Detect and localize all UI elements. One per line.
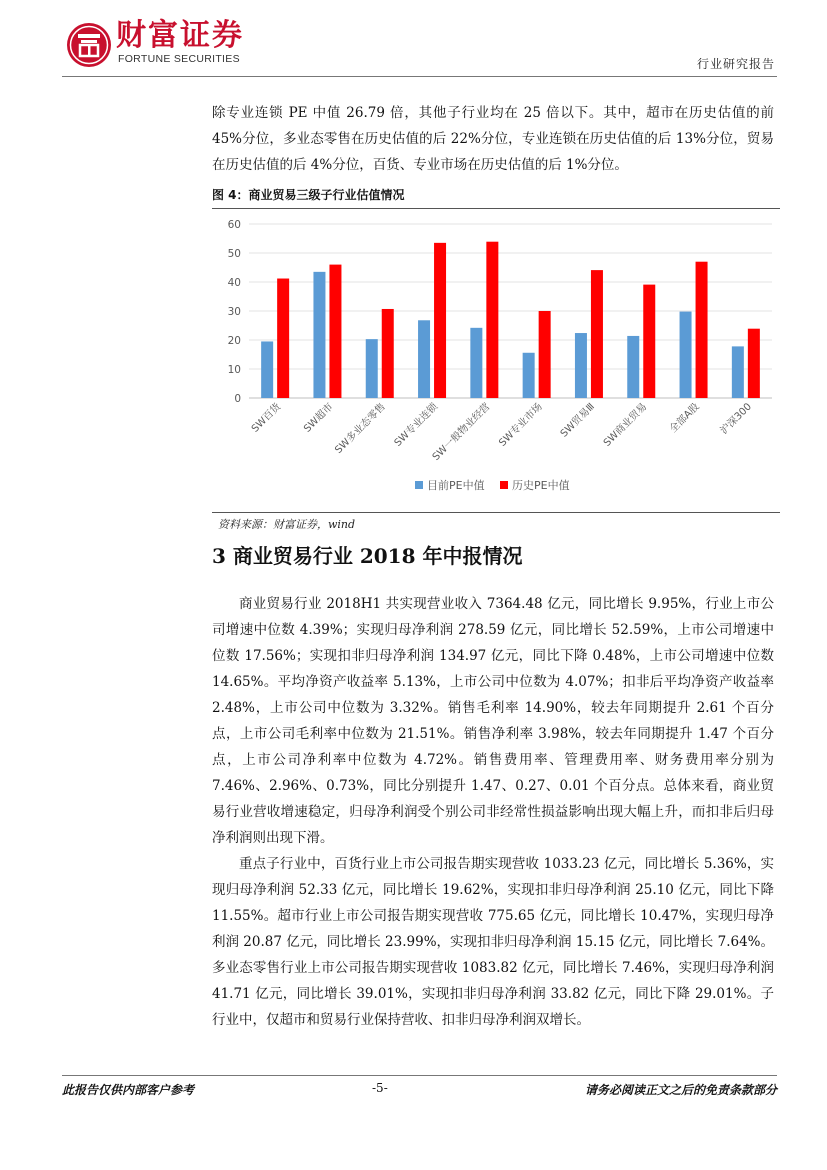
bar-historical-pe [591, 270, 603, 398]
legend-label: 目前PE中值 [427, 479, 485, 492]
bar-historical-pe [329, 265, 341, 398]
pe-valuation-bar-chart [212, 210, 780, 512]
x-category-label: SW专业市场 [497, 401, 545, 449]
y-tick-label: 10 [227, 364, 241, 376]
bar-historical-pe [748, 329, 760, 398]
page-number: -5- [372, 1081, 388, 1095]
bar-current-pe [418, 320, 430, 398]
x-category-label: SW超市 [302, 401, 336, 435]
bar-current-pe [470, 328, 482, 398]
bar-current-pe [732, 346, 744, 398]
x-category-label: SW一般物业经营 [430, 401, 493, 464]
figure-title: 图 4：商业贸易三级子行业估值情况 [212, 188, 405, 202]
footer-disclaimer-left: 此报告仅供内部客户参考 [62, 1083, 195, 1097]
x-category-label: SW贸易Ⅲ [558, 401, 598, 440]
y-tick-label: 30 [227, 306, 241, 318]
figure-top-rule [212, 208, 780, 209]
x-category-label: SW百货 [249, 401, 284, 435]
x-category-label: SW商业贸易 [601, 401, 650, 449]
bar-current-pe [313, 272, 325, 398]
brand-name-cn: 财富证券 [116, 18, 244, 53]
bar-current-pe [680, 312, 692, 398]
page-header [0, 0, 827, 80]
figure-source: 资料来源：财富证券，wind [218, 518, 356, 531]
y-tick-label: 20 [227, 335, 241, 347]
footer-disclaimer-right: 请务必阅读正文之后的免责条款部分 [584, 1083, 777, 1097]
bar-historical-pe [277, 279, 289, 398]
bar-current-pe [523, 353, 535, 398]
section-title: 3 商业贸易行业 2018 年中报情况 [212, 544, 523, 568]
y-tick-label: 0 [234, 393, 241, 405]
header-divider [62, 76, 777, 77]
bar-historical-pe [539, 311, 551, 398]
legend-swatch-current [415, 481, 423, 489]
fortune-seal-logo-icon [66, 22, 112, 68]
legend-label: 历史PE中值 [512, 479, 570, 492]
x-category-label: 沪深300 [718, 401, 754, 437]
bar-current-pe [575, 333, 587, 398]
brand-name-en: FORTUNE SECURITIES [118, 53, 240, 65]
bar-current-pe [366, 339, 378, 398]
section-paragraph-1: 商业贸易行业 2018H1 共实现营业收入 7364.48 亿元，同比增长 9.95%，行业上市公司增速中位数 4.39%；实现归母净利润 278.59 亿元，同比增长 52.59%，上市公司增速中位数 17.56%；实现扣非归母净利润 134.97 亿元，同比下降 0.48%，上市公司增速中位数 14.65%。平均净资产收益率 5.13%，上市公司中位数为 4.07%；扣非后平均净资产收益率 2.48%，上市公司中位数为 3.32%。销售毛利率 14.90%，较去年同期提升 2.61 个百分点，上市公司毛利率中位数为 21.51%。销售净利率 3.98%，较去年同期提升 1.47 个百分点，上市公司净利率中位数为 4.72%。销售费用率、管理费用率、财务费用率分别为 7.46%、2.96%、0.73%，同比分别提升 1.47、0.27、0.01 个百分点。总体来看，商业贸易行业营收增速稳定，归母净利润受个别公司非经常性损益影响出现大幅上升，而扣非后归母净利润则出现下滑。 [212, 596, 774, 846]
bar-historical-pe [382, 309, 394, 398]
bar-historical-pe [434, 243, 446, 398]
section-paragraph-2: 重点子行业中，百货行业上市公司报告期实现营收 1033.23 亿元，同比增长 5.36%，实现归母净利润 52.33 亿元，同比增长 19.62%，实现扣非归母净利润 25.10 亿元，同比下降 11.55%。超市行业上市公司报告期实现营收 775.65 亿元，同比增长 10.47%，实现归母净利润 20.87 亿元，同比增长 23.99%，实现扣非归母净利润 15.15 亿元，同比增长 7.64%。多业态零售行业上市公司报告期实现营收 1083.82 亿元，同比增长 7.46%，实现归母净利润 41.71 亿元，同比增长 39.01%，实现扣非归母净利润 33.82 亿元，同比下降 29.01%。子行业中，仅超市和贸易行业保持营收、扣非归母净利润双增长。 [212, 856, 774, 1028]
x-category-label: SW多业态零售 [333, 401, 388, 456]
intro-paragraph: 除专业连锁 PE 中值 26.79 倍，其他子行业均在 25 倍以下。其中，超市在历史估值的前 45%分位，多业态零售在历史估值的后 22%分位，专业连锁在历史估值的后 13%分位，贸易在历史估值的后 4%分位，百货、专业市场在历史估值的后 1%分位。 [212, 105, 774, 173]
bar-historical-pe [643, 285, 655, 398]
bar-historical-pe [486, 242, 498, 398]
report-type-label: 行业研究报告 [696, 57, 775, 71]
x-category-label: 全部A股 [667, 401, 702, 436]
bar-historical-pe [696, 262, 708, 398]
x-category-label: SW专业连锁 [392, 401, 441, 449]
y-tick-label: 60 [227, 219, 241, 231]
bar-current-pe [627, 336, 639, 398]
y-tick-label: 40 [227, 277, 241, 289]
figure-bottom-rule [212, 512, 780, 513]
bar-current-pe [261, 341, 273, 398]
footer-divider [62, 1075, 777, 1076]
y-tick-label: 50 [227, 248, 241, 260]
legend-swatch-historical [500, 481, 508, 489]
